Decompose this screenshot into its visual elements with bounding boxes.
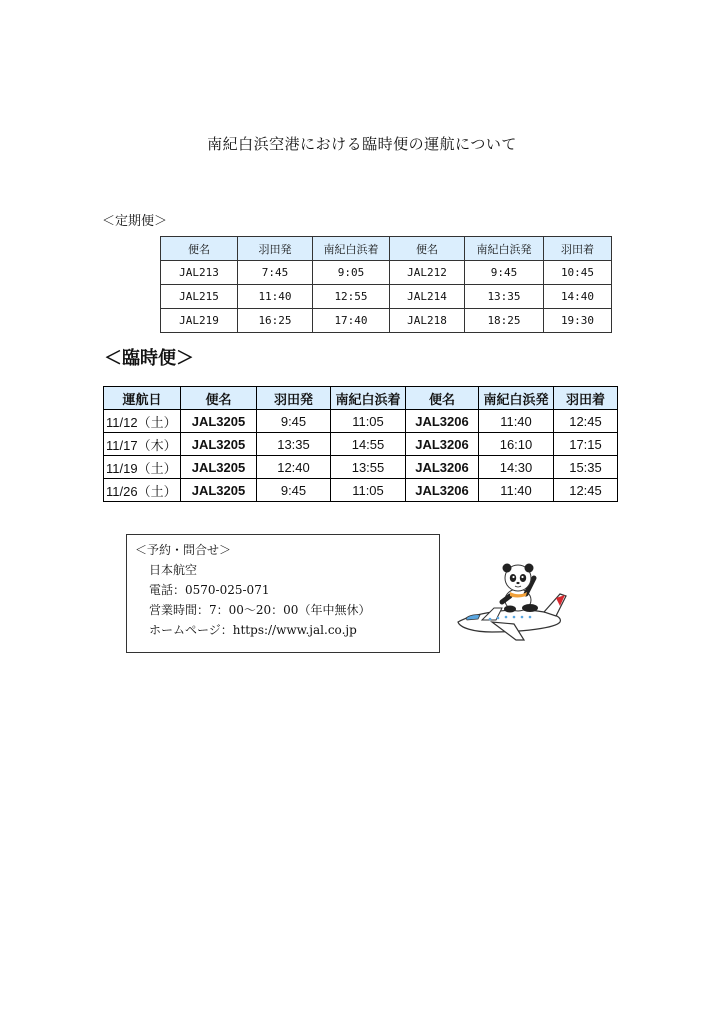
table-cell: 17:40 [313,309,390,333]
table-cell: 11:40 [479,479,554,502]
table-cell: 15:35 [554,456,618,479]
table-cell: JAL3206 [406,433,479,456]
column-header: 便名 [406,387,479,410]
column-header: 羽田着 [554,387,618,410]
column-header: 羽田発 [238,237,313,261]
regular-flights-table [160,236,612,333]
table-cell: JAL219 [161,309,238,333]
table-cell: 13:55 [331,456,406,479]
table-row [104,456,618,479]
table-cell: JAL212 [390,261,465,285]
table-header-row [161,237,612,261]
table-row [161,309,612,333]
table-row [161,261,612,285]
temporary-flights-table [103,386,618,502]
table-cell: JAL3205 [181,479,257,502]
table-cell: 11/26（土） [104,479,181,502]
column-header: 羽田発 [257,387,331,410]
column-header: 便名 [390,237,465,261]
table-row [161,285,612,309]
table-cell: JAL3205 [181,456,257,479]
table-row [104,433,618,456]
table-cell: 12:45 [554,410,618,433]
table-cell: 11:05 [331,479,406,502]
contact-homepage: ホームページ：https://www.jal.co.jp [149,623,357,637]
table-cell: 14:30 [479,456,554,479]
column-header: 南紀白浜発 [465,237,544,261]
table-cell: 11/19（土） [104,456,181,479]
column-header: 便名 [181,387,257,410]
table-cell: 10:45 [544,261,612,285]
table-cell: 9:45 [257,410,331,433]
table-cell: 13:35 [257,433,331,456]
contact-hours: 営業時間：7：00～20：00（年中無休） [149,603,371,617]
table-cell: JAL3206 [406,410,479,433]
table-cell: 13:35 [465,285,544,309]
table-cell: 7:45 [238,261,313,285]
table-cell: 9:45 [465,261,544,285]
temporary-flights-label: ＜臨時便＞ [104,348,194,369]
column-header: 南紀白浜着 [331,387,406,410]
table-cell: 17:15 [554,433,618,456]
table-cell: JAL218 [390,309,465,333]
column-header: 羽田着 [544,237,612,261]
column-header: 南紀白浜発 [479,387,554,410]
table-cell: 12:40 [257,456,331,479]
contact-phone: 電話：0570-025-071 [149,583,270,597]
table-cell: 12:55 [313,285,390,309]
table-cell: 16:10 [479,433,554,456]
table-cell: 19:30 [544,309,612,333]
contact-box [126,534,440,653]
table-cell: 14:55 [331,433,406,456]
page-title: 南紀白浜空港における臨時便の運航について [207,135,517,153]
table-cell: JAL3206 [406,479,479,502]
table-cell: 11:40 [238,285,313,309]
table-cell: 11:40 [479,410,554,433]
table-cell: JAL213 [161,261,238,285]
table-cell: 11/17（木） [104,433,181,456]
table-cell: 11:05 [331,410,406,433]
contact-company: 日本航空 [149,563,198,577]
regular-flights-label: ＜定期便＞ [102,214,168,229]
table-row [104,479,618,502]
table-header-row [104,387,618,410]
column-header: 便名 [161,237,238,261]
table-cell: JAL3205 [181,433,257,456]
column-header: 運航日 [104,387,181,410]
panda-airplane-icon [452,556,572,642]
column-header: 南紀白浜着 [313,237,390,261]
table-cell: 14:40 [544,285,612,309]
table-cell: 11/12（土） [104,410,181,433]
table-row [104,410,618,433]
contact-heading: ＜予約・問合せ＞ [135,543,232,557]
table-cell: 12:45 [554,479,618,502]
table-cell: JAL3205 [181,410,257,433]
table-cell: JAL3206 [406,456,479,479]
table-cell: 9:05 [313,261,390,285]
table-cell: 18:25 [465,309,544,333]
table-cell: JAL215 [161,285,238,309]
table-cell: 9:45 [257,479,331,502]
table-cell: 16:25 [238,309,313,333]
table-cell: JAL214 [390,285,465,309]
